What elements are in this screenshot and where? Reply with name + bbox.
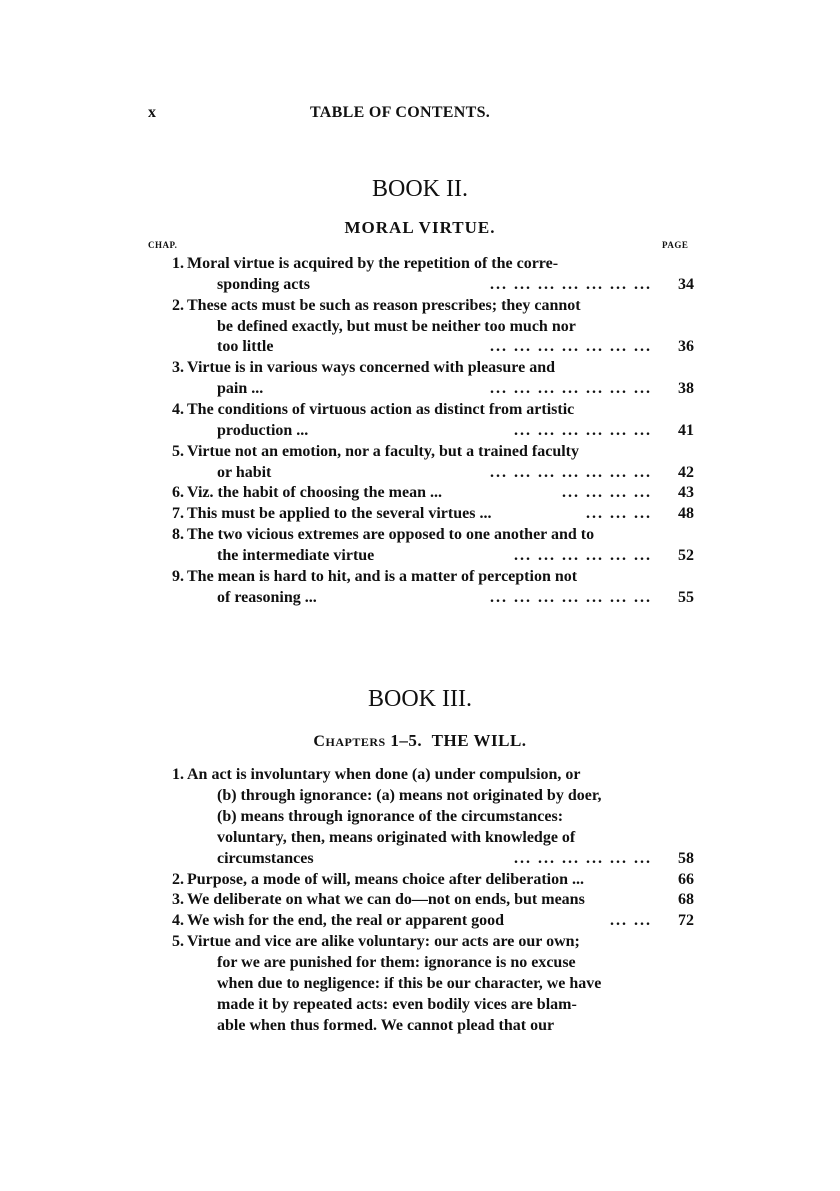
book-2-title: BOOK II. [372, 176, 468, 202]
chapter-number: 8. [172, 526, 184, 544]
page-number: 38 [678, 380, 694, 398]
page-column-label: PAGE [662, 240, 689, 250]
chapter-summary-line: when due to negligence: if this be our character, we have [217, 975, 602, 992]
page-number: 72 [678, 912, 694, 930]
chapter-number: 4. [172, 912, 184, 930]
chapter-summary-line: able when thus formed. We cannot plead that our [217, 1016, 555, 1034]
dot-leader: ... ... ... ... ... ... [514, 849, 652, 867]
dot-leader: ... ... [610, 912, 652, 930]
chapter-summary-line: voluntary, then, means originated with knowledge of [217, 828, 576, 846]
dot-leader: ... ... ... ... ... ... ... [490, 588, 652, 606]
chapter-summary-line: (b) means through ignorance of the circumstances: [217, 807, 564, 825]
chapter-summary-line: The mean is hard to hit, and is a matter of perception not [187, 567, 578, 585]
subtitle-main: THE WILL. [431, 731, 527, 750]
chapter-summary-line: too little [217, 338, 274, 356]
dot-leader: ... ... ... ... ... ... ... [490, 338, 652, 356]
chap-column-label: CHAP. [148, 240, 178, 250]
chapter-summary-line: Virtue is in various ways concerned with pleasure and [187, 359, 556, 377]
book-2-subtitle: MORAL VIRTUE. [344, 218, 496, 237]
chapter-summary-line: of reasoning ... [217, 588, 317, 606]
chapter-summary-line: for we are punished for them: ignorance is no excuse [217, 954, 576, 972]
chapter-summary-line: We wish for the end, the real or apparent good [187, 912, 505, 930]
dot-leader: ... ... ... ... ... ... ... [490, 463, 652, 481]
chapter-summary-line: made it by repeated acts: even bodily vices are blam- [217, 995, 577, 1013]
dot-leader: ... ... ... ... ... ... ... [490, 275, 652, 293]
chapter-summary-line: circumstances [217, 849, 314, 867]
dot-leader: ... ... ... ... [562, 484, 652, 502]
chapter-summary-line: Virtue and vice are alike voluntary: our acts are our own; [187, 933, 580, 951]
page-number-roman: x [148, 104, 157, 121]
chapter-summary-line: The conditions of virtuous action as distinct from artistic [187, 400, 575, 418]
page-number: 52 [678, 546, 694, 564]
chapter-number: 4. [172, 400, 184, 418]
page-number: 42 [678, 463, 694, 481]
chapter-summary-line: The two vicious extremes are opposed to one another and to [187, 526, 595, 544]
chapter-number: 5. [172, 442, 184, 460]
page-number: 48 [678, 505, 694, 523]
chapter-number: 6. [172, 484, 184, 502]
chapter-number: 3. [172, 891, 184, 909]
chapter-summary-line: sponding acts [217, 275, 310, 293]
chapter-summary-line: the intermediate virtue [217, 546, 375, 564]
page-number: 36 [678, 338, 694, 356]
chapter-summary-line: pain ... [217, 380, 264, 398]
chapter-summary-line: We deliberate on what we can do—not on ends, but means [187, 891, 585, 909]
book-3-title: BOOK III. [368, 686, 472, 712]
chapter-summary-line: or habit [217, 463, 272, 481]
dot-leader: ... ... ... [586, 505, 652, 523]
subtitle-prefix-cap: C [313, 733, 326, 750]
dot-leader: ... ... ... ... ... ... [514, 421, 652, 439]
chapter-number: 1. [172, 255, 184, 272]
page-number: 55 [678, 588, 694, 606]
page-number: 34 [678, 275, 694, 293]
chapter-number: 2. [172, 870, 184, 888]
chapter-number: 7. [172, 505, 184, 523]
chapter-summary-line: Virtue not an emotion, nor a faculty, but a trained faculty [187, 442, 579, 460]
chapter-summary-line: Purpose, a mode of will, means choice after deliberation ... [187, 870, 584, 888]
chapter-summary-line: Moral virtue is acquired by the repetition of the corre- [187, 255, 559, 272]
dot-leader: ... ... ... ... ... ... ... [490, 380, 652, 398]
chapter-summary-line: These acts must be such as reason prescribes; they cannot [187, 296, 581, 314]
page-number: 41 [678, 421, 694, 439]
chapter-summary-line: This must be applied to the several virtues ... [187, 505, 492, 523]
page-number: 68 [678, 891, 694, 909]
page-number: 58 [678, 849, 694, 867]
chapter-number: 9. [172, 567, 184, 585]
page-number: 66 [678, 870, 694, 888]
chapter-summary-line: production ... [217, 421, 309, 439]
chapter-number: 5. [172, 933, 184, 951]
running-title: TABLE OF CONTENTS. [310, 104, 491, 121]
dot-leader: ... ... ... ... ... ... [514, 546, 652, 564]
chapter-summary-line: An act is involuntary when done (a) under compulsion, or [187, 766, 581, 783]
subtitle-range: 1–5. [390, 731, 423, 750]
chapter-summary-line: be defined exactly, but must be neither too much nor [217, 317, 576, 335]
chapter-summary-line: Viz. the habit of choosing the mean ... [187, 484, 442, 502]
book-3-subtitle [0, 731, 840, 751]
chapter-number: 1. [172, 766, 184, 783]
chapter-number: 3. [172, 359, 184, 377]
chapter-summary-line: (b) through ignorance: (a) means not originated by doer, [217, 786, 602, 804]
chapter-number: 2. [172, 296, 184, 314]
subtitle-prefix-rest: HAPTERS [325, 735, 386, 749]
page-number: 43 [678, 484, 694, 502]
